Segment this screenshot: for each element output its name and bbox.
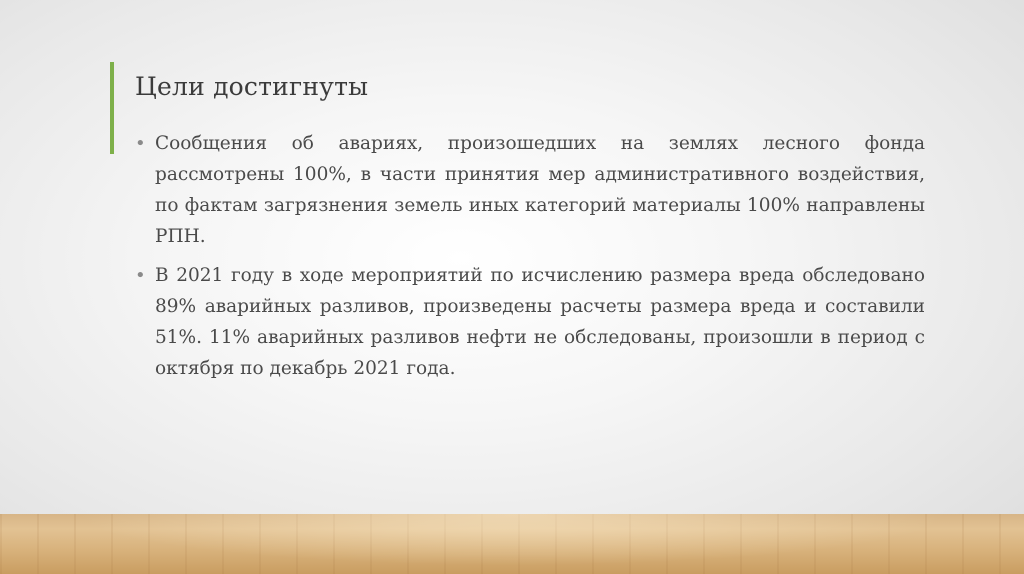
slide-title: Цели достигнуты: [135, 72, 369, 101]
wooden-floor-decoration: [0, 514, 1024, 574]
bullet-dot-icon: •: [135, 265, 146, 286]
bullet-dot-icon: •: [135, 133, 146, 154]
bullet-item-2: [135, 260, 925, 384]
bullet-text-2: В 2021 году в ходе мероприятий по исчислению размера вреда обследовано 89% аварийных разливов, произведены расчеты размера вреда и составили 51%. 11% аварийных разливов нефти не обследованы, произошли в период с октября по декабрь 2021 года.: [155, 265, 925, 379]
title-accent-bar: [110, 62, 114, 154]
bullet-item-1: [135, 128, 925, 252]
bullet-list: [135, 128, 925, 392]
bullet-text-1: Сообщения об авариях, произошедших на землях лесного фонда рассмотрены 100%, в части принятия мер административного воздействия, по фактам загрязнения земель иных категорий материалы 100% направлены РПН.: [155, 133, 925, 247]
